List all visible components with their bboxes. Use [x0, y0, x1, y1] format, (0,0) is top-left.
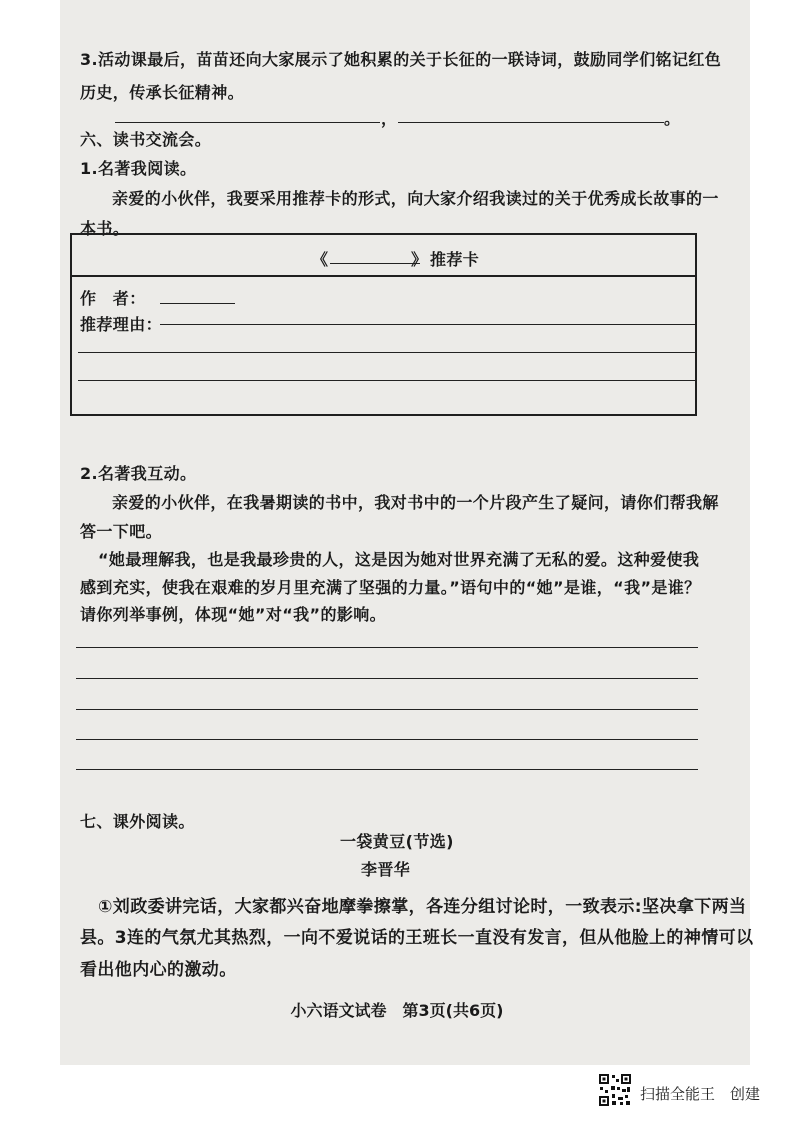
qr-code-icon	[598, 1073, 632, 1107]
q2-line4: 感到充实，使我在艰难的岁月里充满了坚强的力量。”语句中的“她”是谁，“我”是谁？	[80, 578, 701, 597]
scanner-watermark-label: 扫描全能王 创建	[640, 1085, 761, 1103]
paragraph1-line1: ①刘政委讲完话，大家都兴奋地摩拳擦掌，各连分组讨论时，一致表示:坚决拿下两当	[98, 897, 747, 917]
q3-line1: 3.活动课最后，苗苗还向大家展示了她积累的关于长征的一联诗词，鼓励同学们铭记红色	[80, 50, 722, 69]
paragraph1-line2: 县。3连的气氛尤其热烈，一向不爱说话的王班长一直没有发言，但从他脸上的神情可以	[80, 928, 754, 948]
q2-title: 2.名著我互动。	[80, 464, 197, 483]
q1-line2: 本书。	[80, 219, 130, 238]
q2-line5: 请你列举事例，体现“她”对“我”的影响。	[80, 605, 387, 624]
answer-blank-1[interactable]	[115, 122, 380, 123]
book-title-blank[interactable]	[330, 263, 420, 264]
q3-line2: 历史，传承长征精神。	[80, 83, 245, 102]
paragraph1-line3: 看出他内心的激动。	[80, 960, 237, 980]
q2-answer-line-5[interactable]	[76, 769, 698, 770]
author-label: 作 者：	[80, 289, 146, 308]
article-title: 一袋黄豆(节选)	[340, 832, 454, 851]
reason-blank-1[interactable]	[160, 324, 695, 325]
q2-answer-line-4[interactable]	[76, 739, 698, 740]
section7-heading: 七、课外阅读。	[80, 812, 195, 831]
section6-heading: 六、读书交流会。	[80, 130, 212, 149]
reason-label: 推荐理由：	[80, 315, 163, 334]
period: 。	[664, 109, 681, 128]
q2-line2: 答一下吧。	[80, 522, 163, 541]
q2-line1: 亲爱的小伙伴，在我暑期读的书中，我对书中的一个片段产生了疑问，请你们帮我解	[112, 493, 719, 512]
card-header-divider	[72, 275, 695, 277]
q1-line1: 亲爱的小伙伴，我要采用推荐卡的形式，向大家介绍我读过的关于优秀成长故事的一	[112, 189, 719, 208]
article-author: 李晋华	[361, 860, 411, 879]
author-blank[interactable]	[160, 303, 235, 304]
q1-title: 1.名著我阅读。	[80, 159, 197, 178]
card-title: 推荐卡	[430, 250, 480, 269]
q2-answer-line-3[interactable]	[76, 709, 698, 710]
reason-blank-2[interactable]	[78, 352, 696, 353]
q2-answer-line-2[interactable]	[76, 678, 698, 679]
q2-answer-line-1[interactable]	[76, 647, 698, 648]
page-footer: 小六语文试卷 第3页(共6页)	[290, 1001, 504, 1020]
book-title-open-bracket: 《	[312, 250, 329, 269]
reason-blank-3[interactable]	[78, 380, 696, 381]
comma: ，	[381, 109, 398, 128]
q2-line3: “她最理解我，也是我最珍贵的人，这是因为她对世界充满了无私的爱。这种爱使我	[98, 550, 700, 569]
book-title-close-bracket: 》	[411, 250, 428, 269]
answer-blank-2[interactable]	[398, 122, 664, 123]
